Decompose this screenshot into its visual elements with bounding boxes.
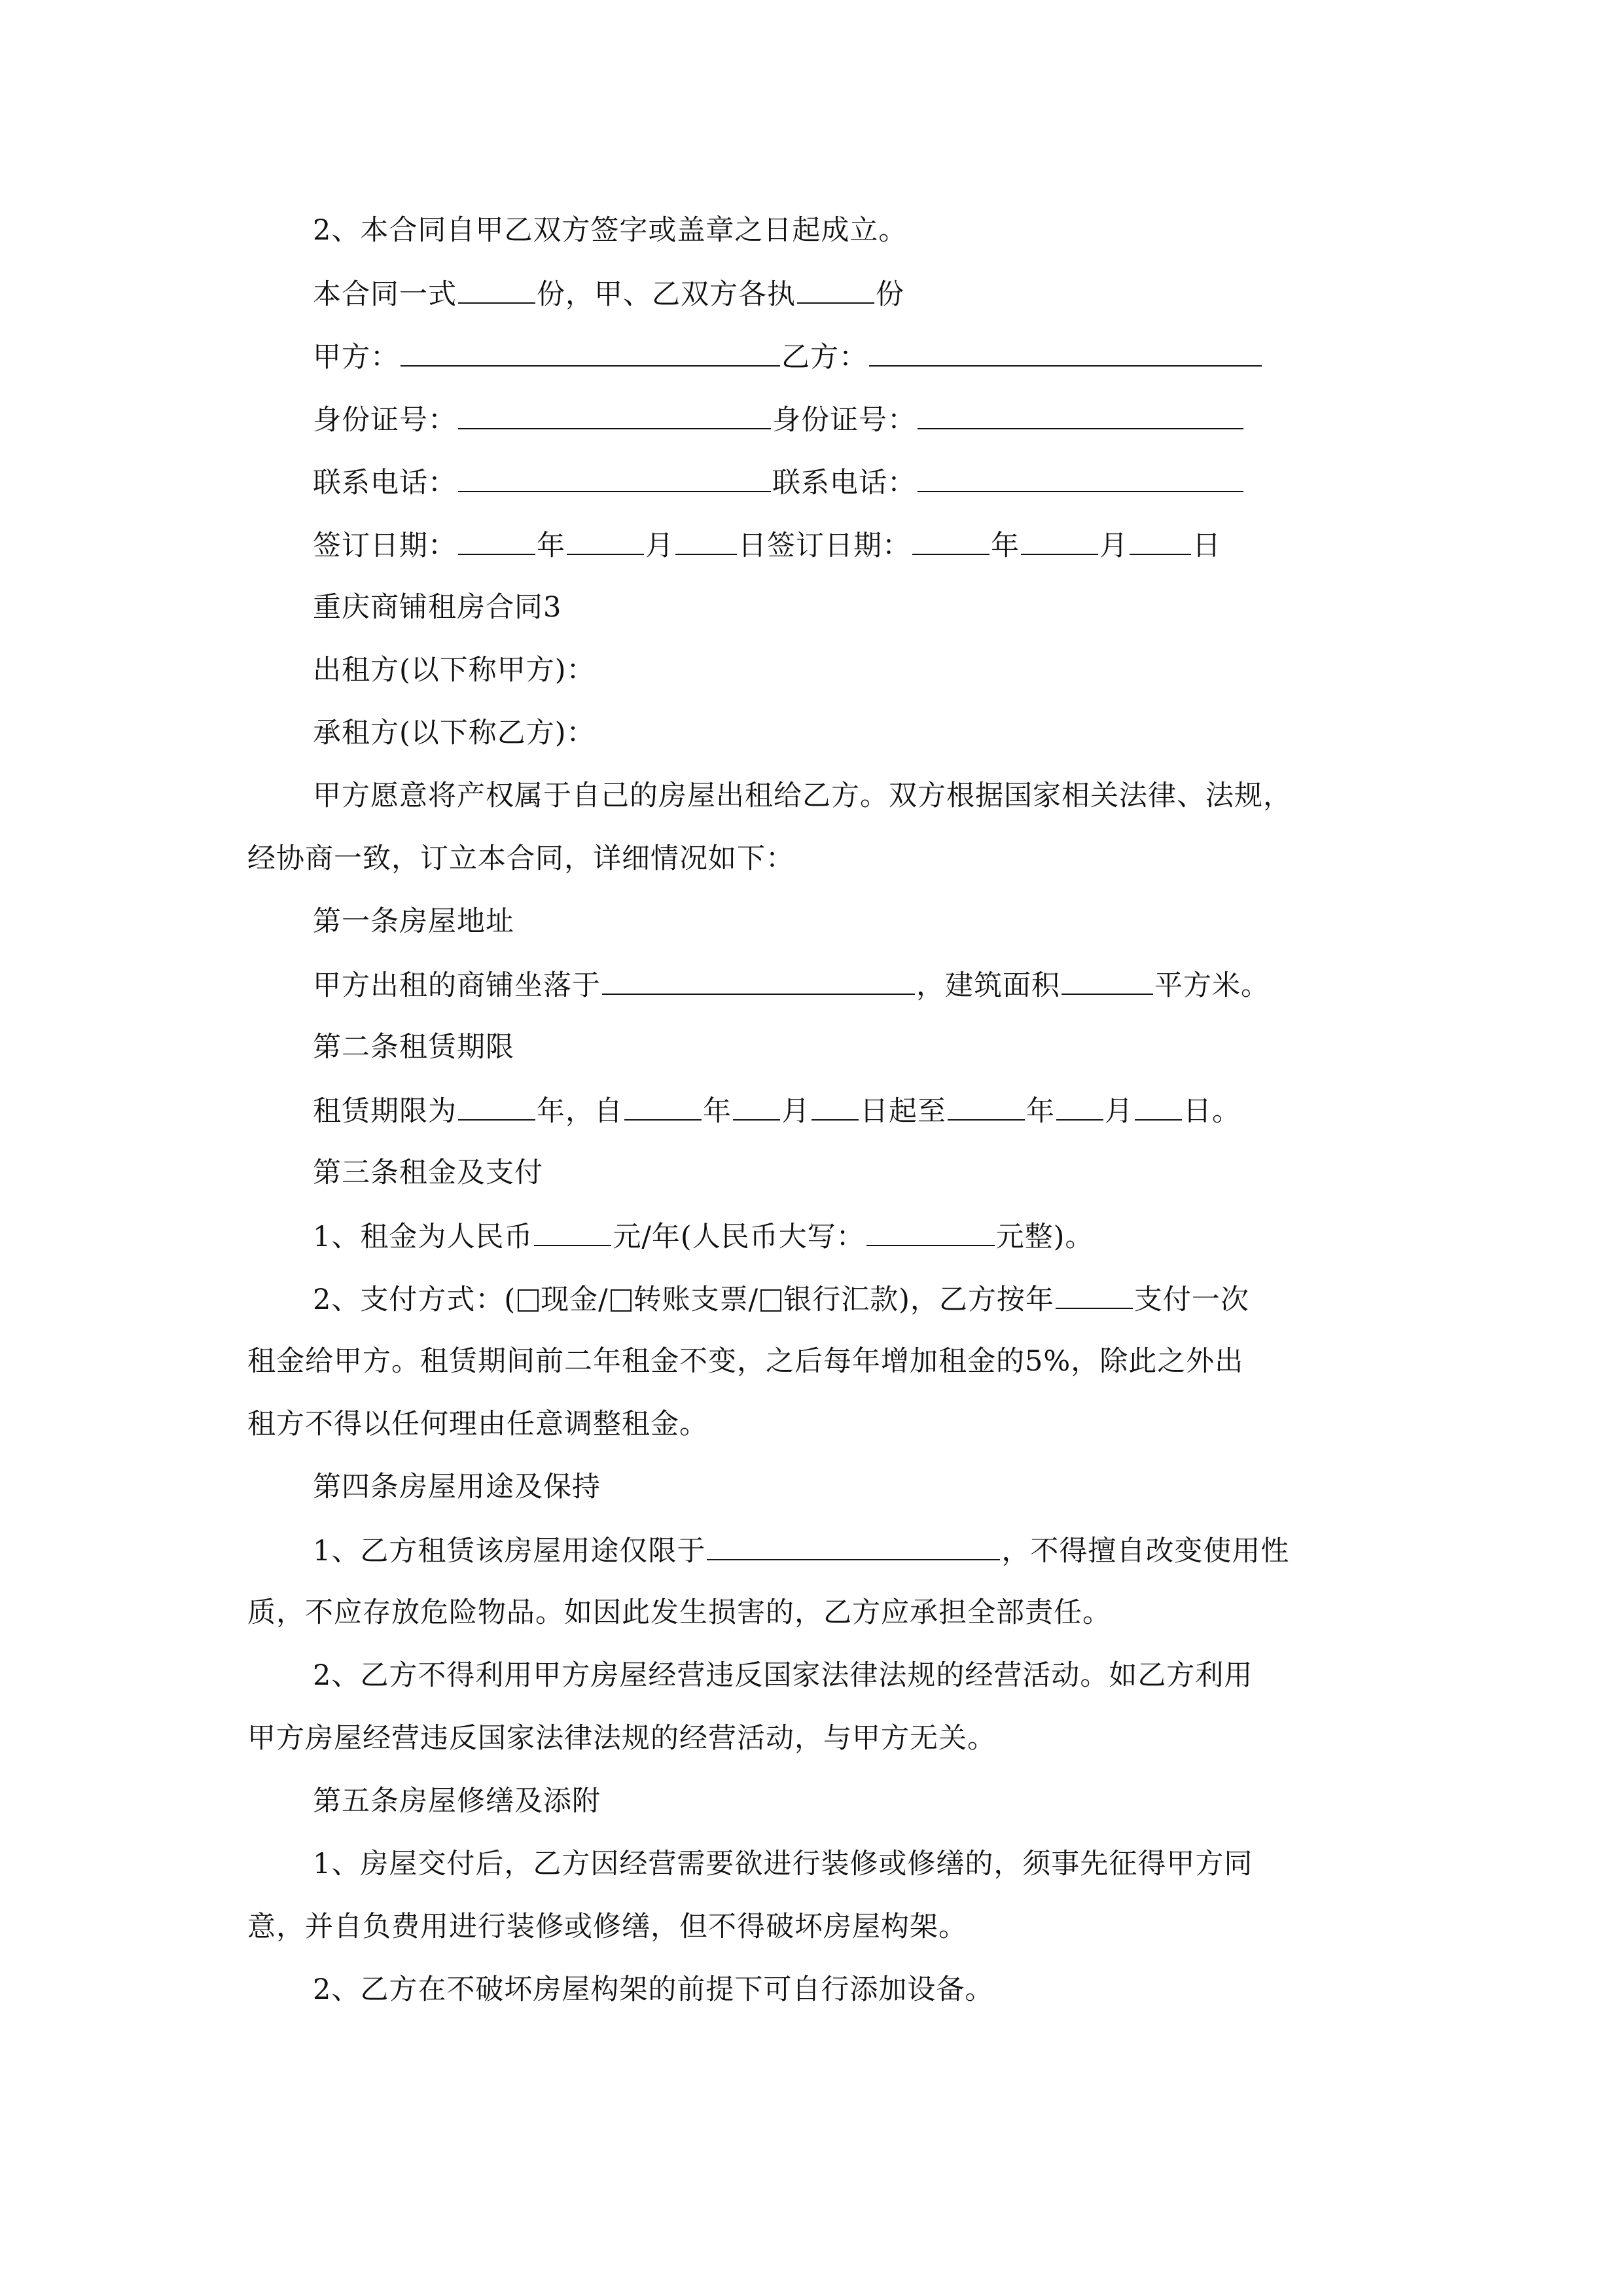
usage-blank[interactable] xyxy=(707,1530,1000,1560)
text: 年 xyxy=(703,1095,732,1128)
text: 年 xyxy=(991,529,1020,562)
text: 月 xyxy=(645,529,674,562)
id-a-blank[interactable] xyxy=(458,399,771,429)
end-year-blank[interactable] xyxy=(948,1090,1025,1121)
payment-line-2 xyxy=(247,1342,1243,1381)
payment-line-1 xyxy=(313,1279,1249,1319)
id-line xyxy=(313,399,1245,440)
text: 份 xyxy=(876,278,904,311)
end-month-blank[interactable] xyxy=(1056,1090,1103,1121)
date-b-month-blank[interactable] xyxy=(1021,525,1098,555)
party-b-blank[interactable] xyxy=(869,336,1262,367)
text: 第三条租金及支付 xyxy=(313,1157,543,1189)
text: 意，并自负费用进行装修或修缮，但不得破坏房屋构架。 xyxy=(247,1910,967,1943)
id-a-label: 身份证号： xyxy=(313,404,457,437)
text: 2、乙方在不破坏房屋构架的前提下可自行添加设备。 xyxy=(313,1973,994,2006)
text: 租赁期限为 xyxy=(313,1095,457,1128)
phone-b-label: 联系电话： xyxy=(772,467,916,499)
rent-amount-blank[interactable] xyxy=(534,1216,611,1246)
law-line-2 xyxy=(247,1719,996,1758)
copies-total-blank[interactable] xyxy=(458,274,535,304)
text: 承租方(以下称乙方)： xyxy=(313,717,596,749)
article-5-heading xyxy=(313,1782,601,1821)
phone-a-blank[interactable] xyxy=(458,462,771,492)
payment-period-blank[interactable] xyxy=(1056,1279,1133,1309)
text: 月 xyxy=(1105,1095,1133,1128)
text: ，建筑面积 xyxy=(916,969,1060,1002)
repair-line-1 xyxy=(313,1844,1253,1884)
term-years-blank[interactable] xyxy=(458,1090,535,1121)
text: 份，甲、乙双方各执 xyxy=(537,278,796,311)
start-day-blank[interactable] xyxy=(812,1090,859,1121)
party-a-blank[interactable] xyxy=(401,336,780,367)
area-blank[interactable] xyxy=(1061,965,1153,995)
text: 租方不得以任何理由任意调整租金。 xyxy=(247,1408,708,1441)
text: 甲方愿意将产权属于自己的房屋出租给乙方。双方根据国家相关法律、法规， xyxy=(313,780,1292,812)
date-a-day-blank[interactable] xyxy=(675,525,737,555)
text: 经协商一致，订立本合同，详细情况如下： xyxy=(247,842,794,875)
text: 年，自 xyxy=(537,1095,623,1128)
start-year-blank[interactable] xyxy=(624,1090,702,1121)
text: ，不得擅自改变使用性 xyxy=(1001,1535,1290,1568)
rent-uppercase-blank[interactable] xyxy=(866,1216,995,1246)
date-a-month-blank[interactable] xyxy=(567,525,644,555)
text: 质，不应存放危险物品。如因此发生损害的，乙方应承担全部责任。 xyxy=(247,1596,1111,1629)
text: 日起至 xyxy=(860,1095,946,1128)
text: 第四条房屋用途及保持 xyxy=(313,1471,601,1503)
phone-b-blank[interactable] xyxy=(918,462,1243,492)
text: 租金给甲方。租赁期间前二年租金不变，之后每年增加租金的5%，除此之外出 xyxy=(247,1345,1244,1378)
party-a-label: 甲方： xyxy=(313,341,399,374)
cash-checkbox[interactable] xyxy=(518,1289,539,1312)
term-line xyxy=(313,1090,1241,1131)
text: 2、乙方不得利用甲方房屋经营违反国家法律法规的经营活动。如乙方利用 xyxy=(313,1659,1253,1692)
phone-a-label: 联系电话： xyxy=(313,467,457,499)
date-a-year-blank[interactable] xyxy=(458,525,535,555)
date-b-day-blank[interactable] xyxy=(1130,525,1191,555)
text: 第一条房屋地址 xyxy=(313,905,514,938)
text: 月 xyxy=(1099,529,1128,562)
usage-line-2 xyxy=(247,1593,1111,1632)
address-line xyxy=(313,965,1270,1005)
contract-title xyxy=(313,588,562,627)
date-a-label: 签订日期： xyxy=(313,529,457,562)
text: 2、本合同自甲乙双方签字或盖章之日起成立。 xyxy=(313,214,908,247)
text: 元/年(人民币大写： xyxy=(613,1221,865,1253)
id-b-label: 身份证号： xyxy=(772,404,916,437)
paragraph-intro-line-1 xyxy=(313,776,1292,816)
bank-draft-checkbox[interactable] xyxy=(760,1289,781,1312)
text: 1、乙方租赁该房屋用途仅限于 xyxy=(313,1535,706,1568)
payment-line-3 xyxy=(247,1405,708,1444)
text: 日。 xyxy=(1183,1095,1241,1128)
clause-effective xyxy=(313,211,907,250)
start-month-blank[interactable] xyxy=(733,1090,780,1121)
date-b-label: 日签订日期： xyxy=(738,529,911,562)
end-day-blank[interactable] xyxy=(1135,1090,1182,1121)
text: 平方米。 xyxy=(1154,969,1270,1002)
text: 月 xyxy=(781,1095,810,1128)
copies-line xyxy=(313,274,904,314)
text: 第五条房屋修缮及添附 xyxy=(313,1785,601,1818)
text: 现金/ xyxy=(541,1283,609,1316)
phone-line xyxy=(313,462,1245,503)
text: 年 xyxy=(537,529,565,562)
transfer-check-checkbox[interactable] xyxy=(611,1289,632,1312)
address-blank[interactable] xyxy=(602,965,915,995)
article-2-heading xyxy=(313,1028,514,1067)
text: 支付一次 xyxy=(1133,1283,1249,1316)
text: 第二条租赁期限 xyxy=(313,1031,514,1064)
equipment-line xyxy=(313,1970,993,2009)
text: 甲方出租的商铺坐落于 xyxy=(313,969,601,1002)
article-4-heading xyxy=(313,1467,601,1507)
lessor-line xyxy=(313,651,596,690)
party-b-label: 乙方： xyxy=(781,341,868,374)
rent-line xyxy=(313,1216,1094,1257)
article-3-heading xyxy=(313,1153,543,1193)
text: 1、房屋交付后，乙方因经营需要欲进行装修或修缮的，须事先征得甲方同 xyxy=(313,1848,1253,1880)
date-b-year-blank[interactable] xyxy=(912,525,990,555)
party-line xyxy=(313,336,1263,377)
lessee-line xyxy=(313,713,596,753)
text: 出租方(以下称甲方)： xyxy=(313,654,596,687)
text: 日 xyxy=(1192,529,1221,562)
text: 1、租金为人民币 xyxy=(313,1221,533,1253)
text: 转账支票/ xyxy=(633,1283,759,1316)
date-line xyxy=(313,525,1221,565)
text: 银行汇款)，乙方按年 xyxy=(783,1283,1054,1316)
text: 年 xyxy=(1026,1095,1055,1128)
text: 甲方房屋经营违反国家法律法规的经营活动，与甲方无关。 xyxy=(247,1722,996,1755)
paragraph-intro-line-2 xyxy=(247,839,794,878)
text: 重庆商铺租房合同3 xyxy=(313,591,562,624)
law-line-1 xyxy=(313,1656,1253,1695)
repair-line-2 xyxy=(247,1907,967,1946)
text: 元整)。 xyxy=(995,1221,1094,1253)
text: 2、支付方式：( xyxy=(313,1283,516,1316)
copies-each-blank[interactable] xyxy=(797,274,874,304)
usage-line-1 xyxy=(313,1530,1289,1571)
text: 本合同一式 xyxy=(313,278,457,311)
id-b-blank[interactable] xyxy=(918,399,1243,429)
article-1-heading xyxy=(313,902,514,941)
